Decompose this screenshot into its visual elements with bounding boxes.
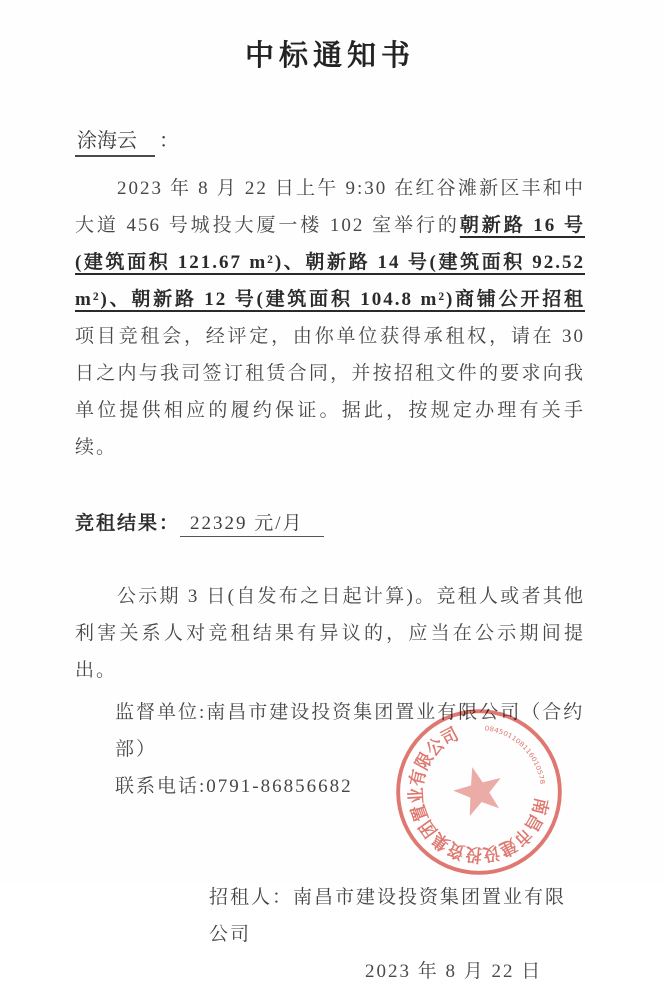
recipient-colon: ： bbox=[159, 130, 179, 152]
public-notice-paragraph: 公示期 3 日(自发布之日起计算)。竞租人或者其他利害关系人对竞租结果有异议的，应当在公示期间提出。 bbox=[75, 586, 585, 681]
bid-result-label: 竞租结果： bbox=[75, 513, 181, 534]
signature-block bbox=[75, 879, 585, 990]
lessor-label: 招租人： bbox=[209, 887, 294, 908]
para1-property-list: 朝新路 16 号(建筑面积 121.67 m²)、朝新路 14 号(建筑面积 92.52 m²)、朝新路 12 号(建筑面积 104.8 m²)商铺公开招租 bbox=[75, 215, 585, 310]
main-paragraph bbox=[75, 170, 585, 466]
recipient-line bbox=[75, 126, 585, 156]
para1-intro-text: 2023 年 8 月 22 日上午 9:30 在红谷滩新区丰和中大道 456 号城投大厦一楼 102 室举行的 bbox=[75, 178, 585, 236]
lessor-name: 南昌市建设投资集团置业有限公司 bbox=[209, 887, 567, 945]
bid-result-value: 22329 元/月 bbox=[180, 513, 324, 537]
signature-date: 2023 年 8 月 22 日 bbox=[365, 961, 543, 982]
supervisor-line: 监督单位:南昌市建设投资集团置业有限公司（合约部） bbox=[115, 702, 585, 760]
page-title: 中标通知书 bbox=[244, 40, 415, 72]
seal-serial-number: 084501108116010578 bbox=[484, 724, 547, 785]
phone-line: 联系电话:0791-86856682 bbox=[115, 776, 353, 797]
bid-result-line bbox=[75, 505, 585, 542]
recipient-name: 涂海云 bbox=[75, 130, 155, 157]
lessor-line bbox=[209, 879, 585, 953]
seal-company-name: 南昌市建设投资集团置业有限公司 bbox=[405, 722, 552, 866]
para1-closing-text: 项目竞租会，经评定，由你单位获得承租权，请在 30 日之内与我司签订租赁合同，并按招租文件的要求向我单位提供相应的履约保证。据此，按规定办理有关手续。 bbox=[75, 326, 585, 458]
